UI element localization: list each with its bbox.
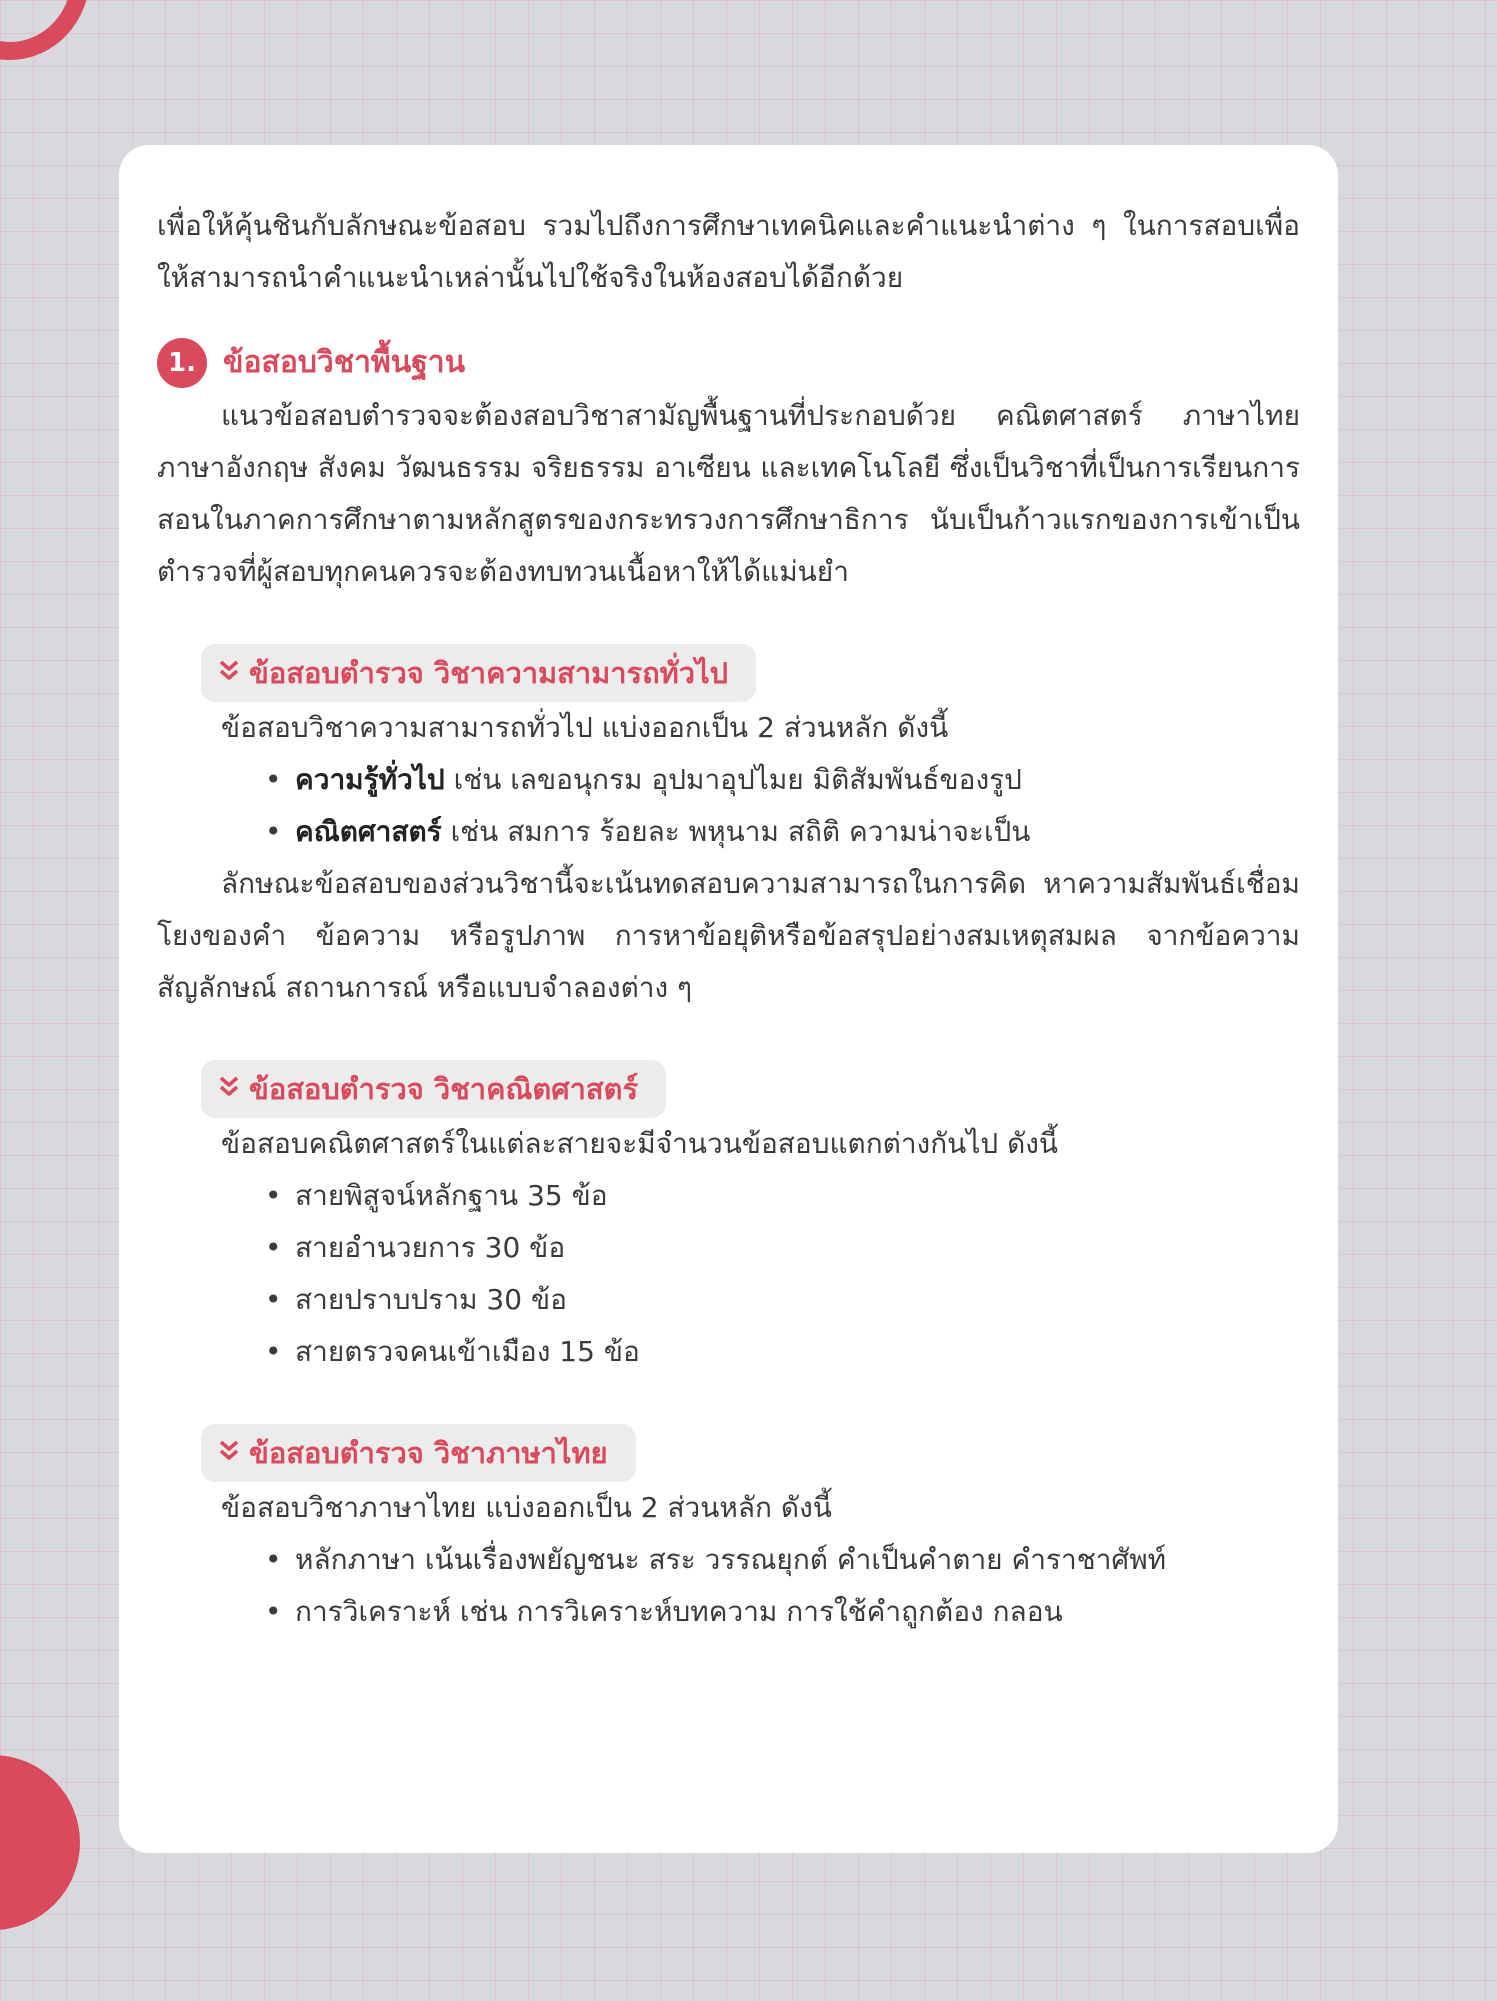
subheading-text: ข้อสอบตำรวจ วิชาความสามารถทั่วไป — [249, 656, 729, 690]
section-title: ข้อสอบวิชาพื้นฐาน — [223, 345, 466, 380]
decorative-ring — [0, 0, 90, 60]
general-list — [157, 754, 1300, 858]
double-chevron-down-icon — [219, 1439, 239, 1468]
list-item-term: คณิตศาสตร์ — [295, 815, 442, 848]
article-content — [157, 200, 1300, 1638]
list-item: • การวิเคราะห์ เช่น การวิเคราะห์บทความ การใช้คำถูกต้อง กลอน — [265, 1586, 1300, 1638]
list-item: • สายตรวจคนเข้าเมือง 15 ข้อ — [265, 1326, 1300, 1378]
list-item: • สายปราบปราม 30 ข้อ — [265, 1274, 1300, 1326]
math-list — [157, 1170, 1300, 1378]
decorative-disc — [0, 1755, 80, 1930]
subheading-text: ข้อสอบตำรวจ วิชาคณิตศาสตร์ — [249, 1072, 639, 1106]
general-note: ลักษณะข้อสอบของส่วนวิชานี้จะเน้นทดสอบความสามารถในการคิด หาความสัมพันธ์เชื่อมโยงของคำ ข้อความ หรือรูปภาพ การหาข้อยุติหรือข้อสรุปอย่างสมเหตุสมผล จากข้อความ สัญลักษณ์ สถานการณ์ หรือแบบจำลองต่าง ๆ — [157, 867, 1300, 1004]
section-number-badge: 1. — [157, 338, 207, 388]
list-item: • สายอำนวยการ 30 ข้อ — [265, 1222, 1300, 1274]
subheading-text: ข้อสอบตำรวจ วิชาภาษาไทย — [249, 1436, 608, 1470]
subheading-thai — [201, 1424, 636, 1482]
subheading-general-ability — [201, 644, 756, 702]
list-item-term: ความรู้ทั่วไป — [295, 763, 445, 796]
thai-lead: ข้อสอบวิชาภาษาไทย แบ่งออกเป็น 2 ส่วนหลัก ดังนี้ — [221, 1491, 832, 1524]
list-item-desc: เช่น สมการ ร้อยละ พหุนาม สถิติ ความน่าจะเป็น — [441, 815, 1031, 848]
section-1-heading — [157, 336, 1300, 390]
double-chevron-down-icon — [219, 659, 239, 688]
thai-list — [157, 1534, 1300, 1638]
list-item — [265, 806, 1300, 858]
general-lead: ข้อสอบวิชาความสามารถทั่วไป แบ่งออกเป็น 2 ส่วนหลัก ดังนี้ — [221, 711, 949, 744]
list-item: • สายพิสูจน์หลักฐาน 35 ข้อ — [265, 1170, 1300, 1222]
list-item-desc: เช่น เลขอนุกรม อุปมาอุปไมย มิติสัมพันธ์ของรูป — [444, 763, 1022, 796]
section-1-body: แนวข้อสอบตำรวจจะต้องสอบวิชาสามัญพื้นฐานที่ประกอบด้วย คณิตศาสตร์ ภาษาไทย ภาษาอังกฤษ สังคม วัฒนธรรม จริยธรรม อาเซียน และเทคโนโลยี ซึ่งเป็นวิชาที่เป็นการเรียนการสอนในภาคการศึกษาตามหลักสูตรของกระทรวงการศึกษาธิการ นับเป็นก้าวแรกของการเข้าเป็นตำรวจที่ผู้สอบทุกคนควรจะต้องทบทวนเนื้อหาให้ได้แม่นยำ — [157, 399, 1300, 588]
list-item — [265, 754, 1300, 806]
intro-paragraph: เพื่อให้คุ้นชินกับลักษณะข้อสอบ รวมไปถึงการศึกษาเทคนิคและคำแนะนำต่าง ๆ ในการสอบเพื่อให้สามารถนำคำแนะนำเหล่านั้นไปใช้จริงในห้องสอบได้อีกด้วย — [157, 209, 1300, 294]
list-item: • หลักภาษา เน้นเรื่องพยัญชนะ สระ วรรณยุกต์ คำเป็นคำตาย คำราชาศัพท์ — [265, 1534, 1300, 1586]
double-chevron-down-icon — [219, 1075, 239, 1104]
math-lead: ข้อสอบคณิตศาสตร์ในแต่ละสายจะมีจำนวนข้อสอบแตกต่างกันไป ดังนี้ — [221, 1127, 1059, 1160]
subheading-math — [201, 1060, 666, 1118]
